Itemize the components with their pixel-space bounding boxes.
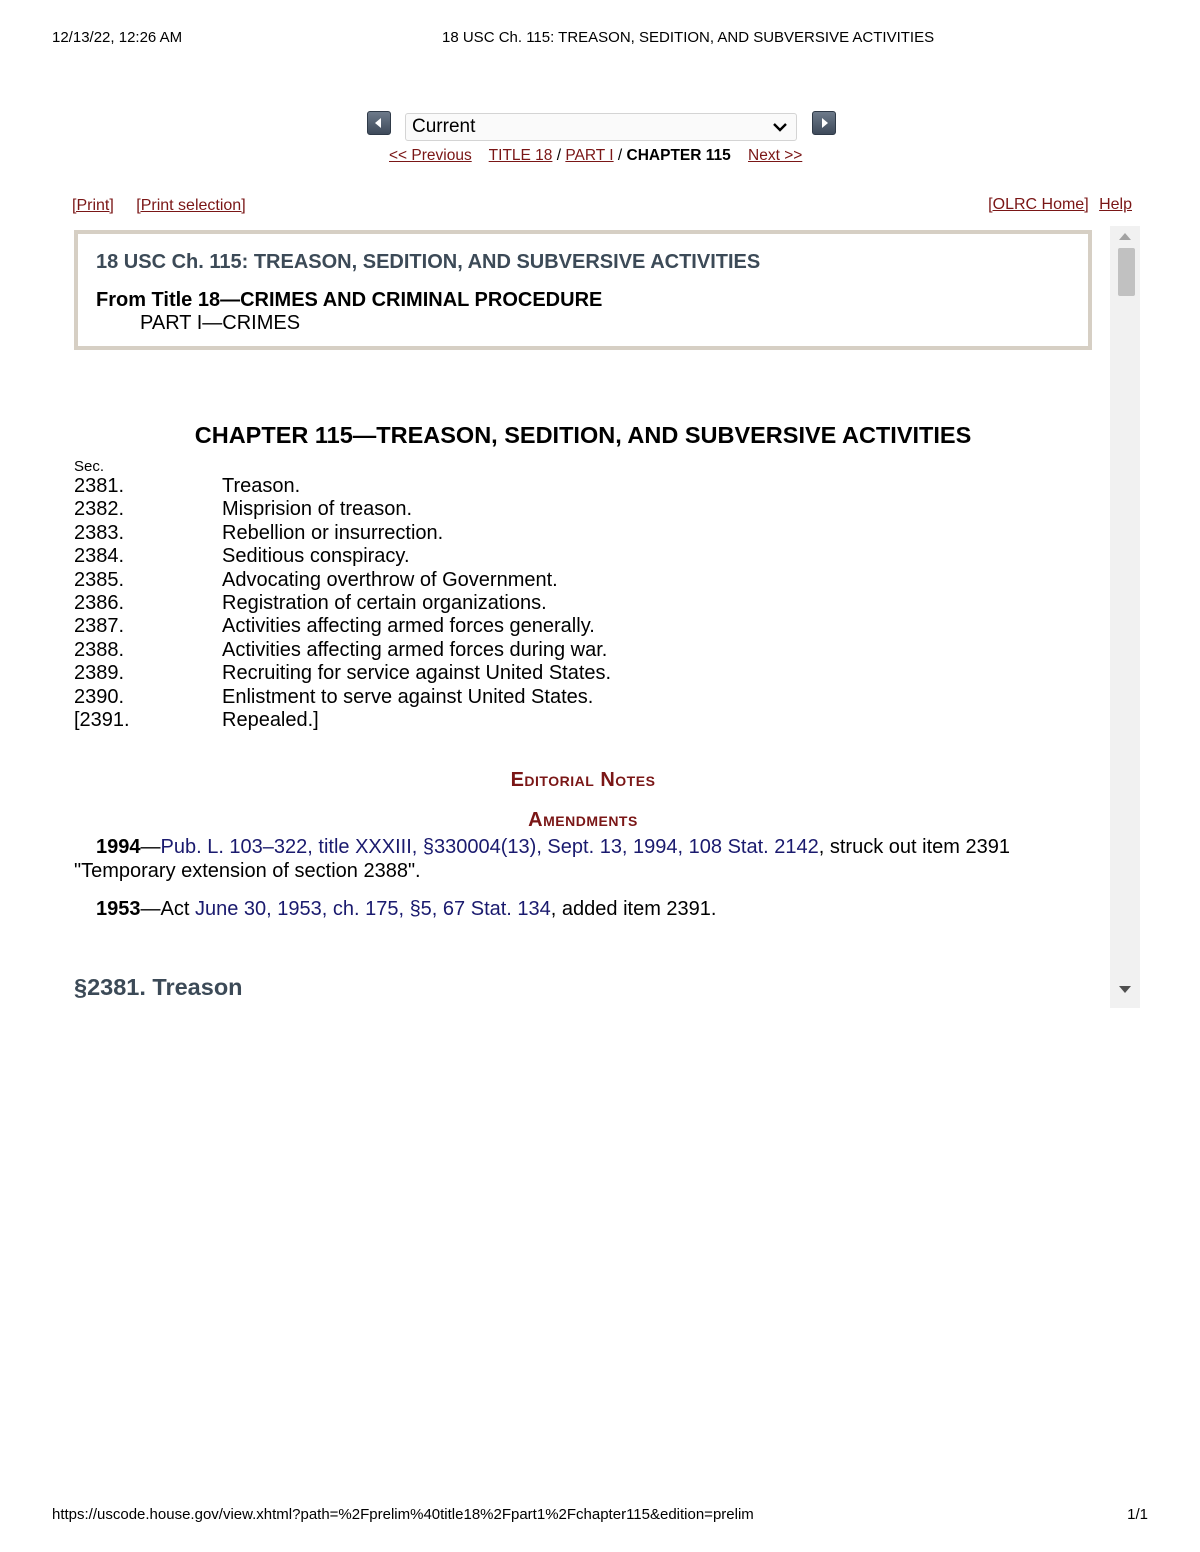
toc-section-number: 2382.: [74, 498, 125, 521]
edition-select[interactable]: [405, 113, 797, 141]
part-title: PART I—CRIMES: [140, 312, 301, 334]
toc-section-number: 2390.: [74, 685, 125, 708]
toc-item[interactable]: [74, 475, 611, 498]
from-title: From Title 18—CRIMES AND CRIMINAL PROCEDURE: [96, 289, 603, 311]
toc-section-number: [2391.: [74, 709, 130, 732]
breadcrumb-separator: /: [556, 147, 562, 164]
breadcrumb: [389, 147, 802, 165]
toc-section-title: Advocating overthrow of Government.: [222, 568, 558, 591]
scrollbar[interactable]: [1110, 226, 1140, 1008]
toc-section-title: Recruiting for service against United States.: [222, 662, 612, 685]
print-page-title: 18 USC Ch. 115: TREASON, SEDITION, AND SUBVERSIVE ACTIVITIES: [442, 29, 935, 46]
document-frame: [72, 226, 1140, 1008]
print-url: https://uscode.house.gov/view.xhtml?path=%2Fprelim%40title18%2Fpart1%2Fchapter115&edition=prelim: [52, 1506, 754, 1523]
toc-section-number: 2388.: [74, 638, 125, 661]
help-link[interactable]: Help: [1099, 196, 1132, 213]
note-prefix: —Act: [140, 898, 195, 920]
print-selection-link[interactable]: [Print selection]: [136, 197, 246, 214]
toc-item[interactable]: [74, 569, 611, 592]
note-dash: —: [140, 836, 161, 858]
toc-section-title: Misprision of treason.: [222, 498, 413, 521]
note-year: 1994: [96, 836, 141, 858]
toolbar: [72, 197, 1132, 215]
toc-section-number: 2384.: [74, 545, 125, 568]
next-link[interactable]: Next >>: [748, 147, 803, 164]
sec-label: Sec.: [74, 458, 105, 475]
toc-item[interactable]: [74, 686, 611, 709]
scroll-down-icon[interactable]: [1117, 984, 1133, 996]
amendment-note-1953: [74, 898, 1084, 922]
document-title: 18 USC Ch. 115: TREASON, SEDITION, AND SUBVERSIVE ACTIVITIES: [96, 251, 761, 273]
note-text: , added item 2391.: [550, 898, 717, 920]
edition-select-value: Current: [412, 116, 476, 137]
toc-item[interactable]: [74, 662, 611, 685]
chevron-down-icon: [772, 120, 788, 134]
print-header: [52, 29, 1148, 49]
toc-section-number: 2389.: [74, 662, 125, 685]
toc-section-number: 2386.: [74, 592, 125, 615]
toc-section-title: Registration of certain organizations.: [222, 592, 547, 615]
olrc-home-link[interactable]: [OLRC Home]: [988, 196, 1089, 213]
part-i-link[interactable]: PART I: [565, 147, 614, 164]
page-number: 1/1: [1127, 1506, 1148, 1523]
editorial-notes-heading: Editorial Notes: [510, 769, 656, 791]
toc-item[interactable]: [74, 615, 611, 638]
print-datetime: 12/13/22, 12:26 AM: [52, 29, 183, 46]
section-2381-heading: §2381. Treason: [74, 974, 243, 1000]
pub-law-link[interactable]: Pub. L. 103–322, title XXXIII, §330004(13), Sept. 13, 1994, 108 Stat. 2142: [160, 836, 819, 858]
breadcrumb-separator: /: [617, 147, 623, 164]
arrow-left-icon: [373, 117, 385, 129]
toc-item[interactable]: [74, 592, 611, 615]
breadcrumb-current: CHAPTER 115: [626, 147, 731, 164]
toc-section-title: Activities affecting armed forces during war.: [222, 638, 608, 661]
note-text: , struck out item 2391 "Temporary extension of section 2388".: [74, 836, 1010, 882]
chapter-heading: CHAPTER 115—TREASON, SEDITION, AND SUBVERSIVE ACTIVITIES: [194, 422, 972, 448]
amendments-heading: Amendments: [528, 809, 638, 831]
next-edition-button[interactable]: [812, 111, 836, 135]
arrow-right-icon: [818, 117, 830, 129]
section-toc: [74, 475, 611, 732]
edition-navigation: [367, 111, 837, 143]
toc-item[interactable]: [74, 639, 611, 662]
toc-section-number: 2385.: [74, 568, 125, 591]
toc-item[interactable]: [74, 498, 611, 521]
scroll-thumb[interactable]: [1118, 248, 1135, 296]
toc-item[interactable]: [74, 545, 611, 568]
act-link[interactable]: June 30, 1953, ch. 175, §5, 67 Stat. 134: [194, 898, 551, 920]
toc-section-title: Enlistment to serve against United States.: [222, 685, 594, 708]
toc-item[interactable]: [74, 522, 611, 545]
toc-section-title: Seditious conspiracy.: [222, 545, 410, 568]
previous-link[interactable]: << Previous: [389, 147, 472, 164]
toc-section-title: Repealed.]: [222, 709, 319, 732]
toc-section-title: Rebellion or insurrection.: [222, 521, 444, 544]
toc-section-number: 2387.: [74, 615, 125, 638]
toc-item[interactable]: [74, 709, 611, 732]
note-year: 1953: [96, 898, 141, 920]
toc-section-title: Activities affecting armed forces generally.: [222, 615, 595, 638]
document-header-box: [74, 230, 1092, 350]
scroll-up-icon[interactable]: [1117, 230, 1133, 242]
toc-section-title: Treason.: [222, 475, 301, 497]
amendment-note-1994: [74, 836, 1084, 883]
toc-section-number: 2383.: [74, 521, 125, 544]
title-18-link[interactable]: TITLE 18: [488, 147, 553, 164]
toc-section-number: 2381.: [74, 475, 125, 497]
print-link[interactable]: [Print]: [72, 197, 114, 214]
previous-edition-button[interactable]: [367, 111, 391, 135]
